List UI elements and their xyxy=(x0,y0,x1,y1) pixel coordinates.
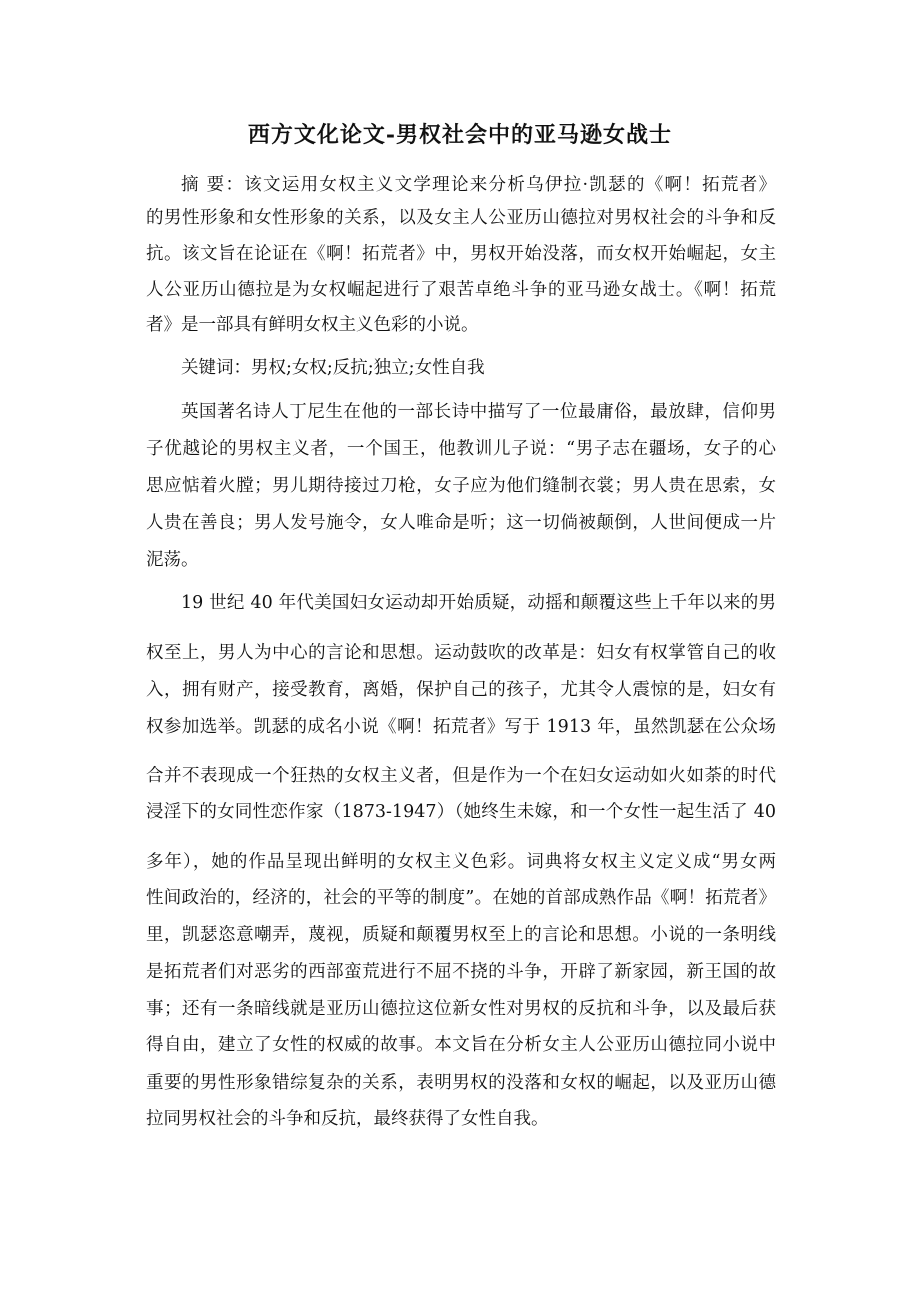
paragraph-line: 拉同男权社会的斗争和反抗，最终获得了女性自我。 xyxy=(146,1109,549,1129)
paragraph-line: 浸淫下的女同性恋作家（1873-1947）（她终生未嫁，和一个女性一起生活了 40 xyxy=(146,802,776,822)
paragraph-line: 得自由，建立了女性的权威的故事。本文旨在分析女主人公亚历山德拉同小说中 xyxy=(146,1035,776,1055)
paragraph-line: 多年），她的作品呈现出鲜明的女权主义色彩。词典将女权主义定义成“男女两 xyxy=(146,852,776,872)
paragraph-line: 思应惦着火膛；男儿期待接过刀枪，女子应为他们缝制衣裳；男人贵在思索，女 xyxy=(146,476,776,496)
abstract-line: 摘 要：该文运用女权主义文学理论来分析乌伊拉·凯瑟的《啊！拓荒者》 xyxy=(181,175,776,195)
abstract-line: 者》是一部具有鲜明女权主义色彩的小说。 xyxy=(146,315,479,335)
keywords: 关键词：男权;女权;反抗;独立;女性自我 xyxy=(181,358,485,378)
paragraph-line: 里，凯瑟恣意嘲弄，蔑视，质疑和颠覆男权至上的言论和思想。小说的一条明线 xyxy=(146,925,776,945)
paragraph-line: 事；还有一条暗线就是亚历山德拉这位新女性对男权的反抗和斗争，以及最后获 xyxy=(146,999,776,1019)
paragraph-line: 是拓荒者们对恶劣的西部蛮荒进行不屈不挠的斗争，开辟了新家园，新王国的故 xyxy=(146,962,776,982)
document-title: 西方文化论文-男权社会中的亚马逊女战士 xyxy=(247,122,673,148)
paragraph-line: 英国著名诗人丁尼生在他的一部长诗中描写了一位最庸俗，最放肆，信仰男 xyxy=(181,402,776,422)
paragraph-line: 权参加选举。凯瑟的成名小说《啊！拓荒者》写于 1913 年，虽然凯瑟在公众场 xyxy=(146,717,776,737)
paragraph-line: 泥荡。 xyxy=(146,550,199,570)
paragraph-line: 人贵在善良；男人发号施令，女人唯命是听；这一切倘被颠倒，人世间便成一片 xyxy=(146,513,776,533)
paragraph-line: 性间政治的，经济的，社会的平等的制度”。在她的首部成熟作品《啊！拓荒者》 xyxy=(146,888,776,908)
paragraph-line: 权至上，男人为中心的言论和思想。运动鼓吹的改革是：妇女有权掌管自己的收 xyxy=(146,643,776,663)
paragraph-line: 重要的男性形象错综复杂的关系，表明男权的没落和女权的崛起，以及亚历山德 xyxy=(146,1073,776,1093)
abstract-line: 人公亚历山德拉是为女权崛起进行了艰苦卓绝斗争的亚马逊女战士。《啊！拓荒 xyxy=(146,280,776,300)
abstract-line: 抗。该文旨在论证在《啊！拓荒者》中，男权开始没落，而女权开始崛起，女主 xyxy=(146,244,776,264)
paragraph-line: 子优越论的男权主义者，一个国王，他教训儿子说：“男子志在疆场，女子的心 xyxy=(146,439,776,459)
paragraph-line: 合并不表现成一个狂热的女权主义者，但是作为一个在妇女运动如火如荼的时代 xyxy=(146,766,776,786)
paragraph-line: 19 世纪 40 年代美国妇女运动却开始质疑，动摇和颠覆这些上千年以来的男 xyxy=(181,593,776,613)
abstract-line: 的男性形象和女性形象的关系，以及女主人公亚历山德拉对男权社会的斗争和反 xyxy=(146,208,776,228)
paragraph-line: 入，拥有财产，接受教育，离婚，保护自己的孩子，尤其令人震惊的是，妇女有 xyxy=(146,680,776,700)
